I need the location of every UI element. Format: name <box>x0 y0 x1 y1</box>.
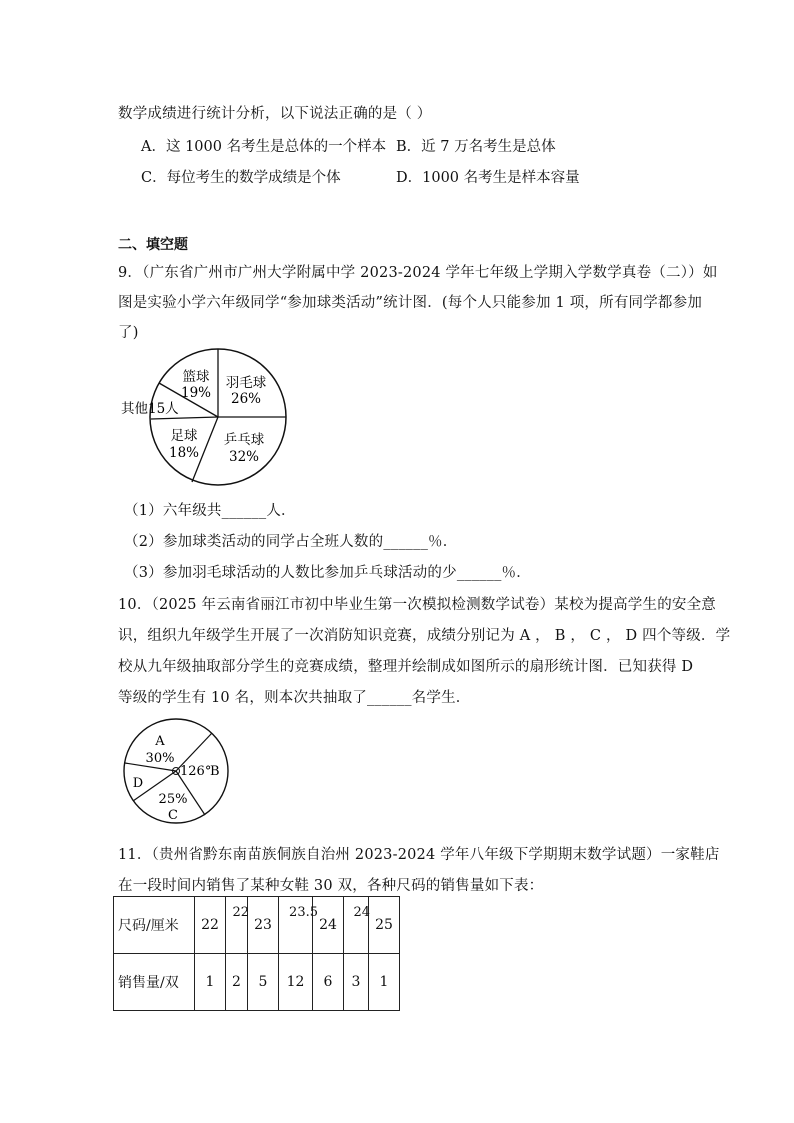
table-cell-count: 1 <box>195 954 226 1011</box>
table-row <box>114 954 400 1011</box>
q9-label-badminton: 羽毛球 <box>225 375 267 391</box>
q10-label-a: A <box>155 734 165 749</box>
table-cell-size <box>279 897 318 954</box>
q9-pie-divider-left <box>151 417 218 419</box>
q9-pie-chart <box>110 347 410 487</box>
q9-label-football: 足球 <box>170 428 198 444</box>
q9-label-badminton-pct: 26% <box>230 391 262 407</box>
table-header-count: 销售量/双 <box>114 954 195 1011</box>
q10-line-2: 识，组织九年级学生开展了一次消防知识竞赛，成绩分别记为 A ， B ， C ， D 四个等级．学 <box>118 628 731 644</box>
q9-sub-3: （3）参加羽毛球活动的人数比参加乒乓球活动的少______％． <box>124 565 531 581</box>
q9-label-basketball: 篮球 <box>182 369 210 385</box>
q8-stem-tail: 数学成绩进行统计分析，以下说法正确的是（ ） <box>118 106 432 122</box>
q10-label-c-pct: 25% <box>158 792 188 807</box>
q10-pie-chart <box>116 715 236 825</box>
section-title: 二、填空题 <box>118 237 188 253</box>
q11-line-1: 11．（贵州省黔东南苗族侗族自治州 2023-2024 学年八年级下学期期末数学试题）一家鞋店 <box>118 847 720 863</box>
table-header-size: 尺码/厘米 <box>114 897 195 954</box>
table-cell-size: 23 <box>248 897 279 954</box>
q9-label-other: 其他15人 <box>121 401 179 417</box>
q10-line-1: 10．（2025 年云南省丽江市初中毕业生第一次模拟检测数学试卷）某校为提高学生的安全意 <box>118 597 717 613</box>
q10-line-4: 等级的学生有 10 名，则本次共抽取了______名学生． <box>118 690 471 706</box>
q9-line-1: 9．（广东省广州市广州大学附属中学 2023-2024 学年七年级上学期入学数学真卷（二））如 <box>118 265 718 281</box>
table-cell-count: 6 <box>313 954 344 1011</box>
q10-label-d: D <box>132 776 144 791</box>
q10-label-b-angle: 126° <box>180 764 212 779</box>
q10-label-b: B <box>210 764 220 779</box>
shoe-size-table <box>113 896 400 1011</box>
table-cell-size-text: 24 <box>353 905 370 920</box>
table-cell-size: 22 <box>195 897 226 954</box>
table-cell-count: 3 <box>344 954 369 1011</box>
table-cell-count: 2 <box>226 954 248 1011</box>
table-cell-size: 25 <box>369 897 400 954</box>
q9-label-football-pct: 18% <box>168 445 200 461</box>
q9-sub-2: （2）参加球类活动的同学占全班人数的______％． <box>124 534 458 550</box>
q9-label-basketball-pct: 19% <box>180 385 212 401</box>
q10-line-3: 校从九年级抽取部分学生的竞赛成绩，整理并绘制成如图所示的扇形统计图．已知获得 D <box>118 659 694 675</box>
table-cell-size-text: 22 <box>232 905 249 920</box>
q9-line-3: 了) <box>118 325 139 341</box>
q9-line-2: 图是实验小学六年级同学“参加球类活动”统计图．(每个人只能参加 1 项，所有同学都参加 <box>118 295 703 311</box>
q10-label-c: C <box>168 808 178 823</box>
q9-sub-1: （1）六年级共______人． <box>124 503 296 519</box>
table-cell-count: 12 <box>279 954 313 1011</box>
table-cell-size <box>226 897 248 954</box>
q10-label-a-pct: 30% <box>145 751 175 766</box>
table-cell-size-text: 23.5 <box>289 905 318 920</box>
q8-option-d: D．1000 名考生是样本容量 <box>396 170 580 186</box>
q8-option-b: B．近 7 万名考生是总体 <box>396 139 556 155</box>
q9-label-pingpong-pct: 32% <box>228 449 260 465</box>
q8-option-a: A．这 1000 名考生是总体的一个样本 <box>141 139 387 155</box>
q9-label-pingpong: 乒乓球 <box>223 432 265 448</box>
table-cell-size: 24 <box>313 897 344 954</box>
q11-line-2: 在一段时间内销售了某种女鞋 30 双，各种尺码的销售量如下表： <box>118 878 544 894</box>
table-cell-size <box>344 897 369 954</box>
table-cell-count: 5 <box>248 954 279 1011</box>
q8-option-c: C．每位考生的数学成绩是个体 <box>141 170 341 186</box>
table-cell-count: 1 <box>369 954 400 1011</box>
table-row <box>114 897 400 954</box>
